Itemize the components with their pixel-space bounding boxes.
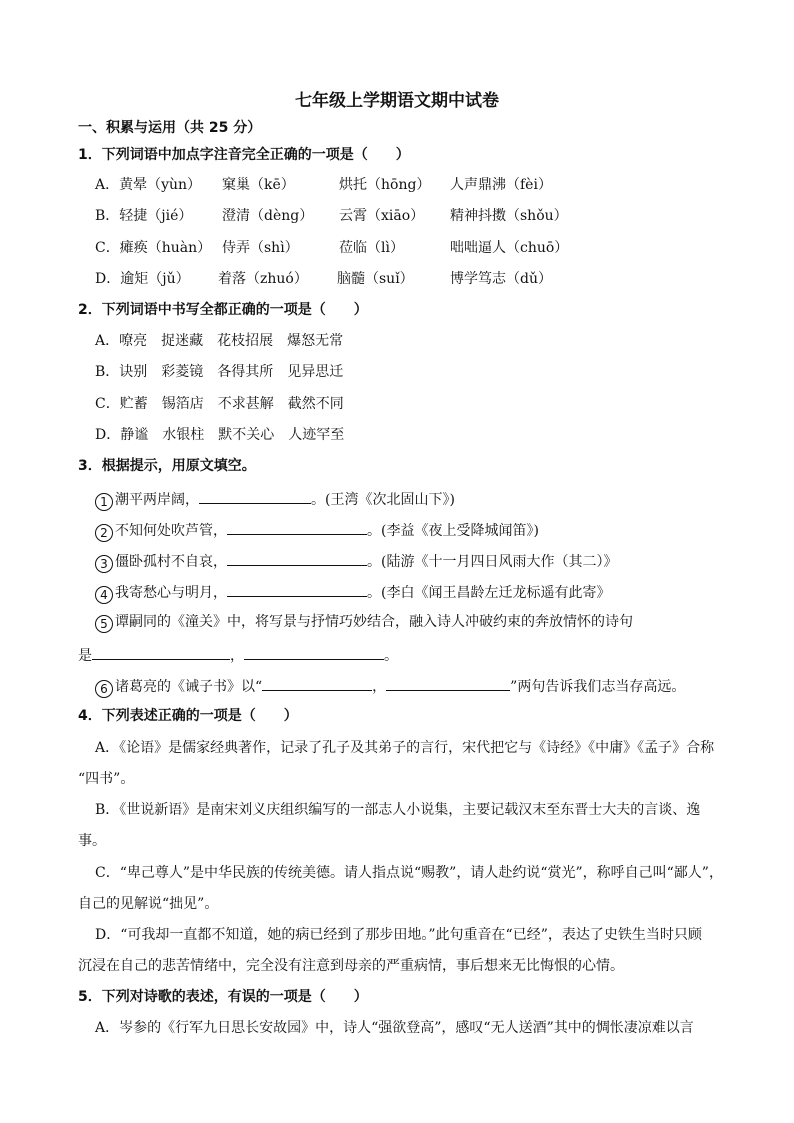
q4-option-b: B．《世说新语》是南宋刘义庆组织编写的一部志人小说集，主要记载汉末至东晋士大夫的言谈、逸: [95, 802, 701, 818]
q3-item-6-comma: ，: [372, 679, 387, 695]
fill-blank[interactable]: [386, 675, 510, 691]
q3-item-1-prompt: 潮平两岸阔，: [115, 492, 199, 508]
q4-option-a: A．《论语》是儒家经典著作，记录了孔子及其弟子的言行，宋代把它与《诗经》《中庸》《孟子》合称: [95, 740, 715, 756]
q3-item-2-source: 。(李益《夜上受降城闻笛》): [367, 523, 539, 539]
q1-option-b-word3: 云霄（xiāo）: [339, 208, 425, 224]
question-5-stem: 5．下列对诗歌的表述，有误的一项是（ ）: [78, 989, 368, 1005]
question-3-stem: 3．根据提示，用原文填空。: [78, 458, 256, 474]
q4-option-c-cont: 自己的见解说“拙见”。: [78, 896, 219, 912]
q4-option-c: C．“卑己尊人”是中华民族的传统美德。请人指点说“赐教”，请人赴约说“赏光”，称呼自己叫“鄙人”，: [95, 865, 723, 881]
q1-option-c-word2: 侍弄（shì）: [222, 240, 299, 256]
question-2-stem: 2．下列词语中书写全都正确的一项是（ ）: [78, 302, 368, 318]
q3-item-4-source: 。(李白《闻王昌龄左迁龙标遥有此寄》: [367, 585, 611, 601]
q1-option-a-word3: 烘托（hōng）: [339, 177, 431, 193]
q3-item-3-source: 。(陆游《十一月四日风雨大作（其二）》: [367, 554, 618, 570]
q1-option-a-word1: A．黄晕（yùn）: [95, 177, 202, 193]
q5-option-a: A．岑参的《行军九日思长安故园》中，诗人“强欲登高”，感叹“无人送酒”其中的惆怅凄凉难以言: [95, 1020, 694, 1036]
q3-item-2: [95, 519, 539, 542]
q3-item-5-end: 。: [384, 648, 398, 664]
q1-option-b-word1: B．轻捷（jié）: [95, 208, 193, 224]
q4-option-b-cont: 事。: [78, 833, 106, 849]
fill-blank[interactable]: [244, 644, 384, 660]
q1-option-b-word4: 精神抖擞（shǒu）: [450, 208, 568, 224]
q3-item-6: [95, 675, 685, 698]
q1-option-c-word4: 咄咄逼人（chuō）: [450, 240, 569, 256]
q3-item-5-comma: ，: [230, 648, 244, 664]
q3-item-5-lead: 是: [78, 648, 92, 664]
fill-blank[interactable]: [92, 644, 230, 660]
q3-item-6-prompt: 诸葛亮的《诫子书》以“: [115, 679, 263, 695]
q1-option-d-word4: 博学笃志（dǔ）: [450, 271, 552, 287]
q1-option-a-word2: 窠巢（kē）: [222, 177, 295, 193]
q3-item-5-prompt: 谭嗣同的《潼关》中，将写景与抒情巧妙结合，融入诗人冲破约束的奔放情怀的诗句: [115, 614, 633, 630]
q2-option-c: C．贮蓄 锡箔店 不求甚解 截然不同: [95, 396, 344, 412]
q3-item-4-prompt: 我寄愁心与明月，: [115, 585, 227, 601]
q2-option-a: A．嘹亮 捉迷藏 花枝招展 爆怒无常: [95, 333, 344, 349]
question-1-stem: 1．下列词语中加点字注音完全正确的一项是（ ）: [78, 147, 410, 163]
q4-option-d-cont: 沉浸在自己的悲苦情绪中，完全没有注意到母亲的严重病情，事后想来无比悔恨的心情。: [78, 958, 624, 974]
question-4-stem: 4．下列表述正确的一项是（ ）: [78, 708, 298, 724]
q3-item-4: [95, 581, 610, 604]
fill-blank[interactable]: [227, 519, 367, 535]
fill-blank[interactable]: [227, 581, 367, 597]
q1-option-c-word3: 莅临（lì）: [339, 240, 404, 256]
item-number-badge: 2: [95, 524, 113, 542]
q3-item-2-prompt: 不知何处吹芦管，: [115, 523, 227, 539]
q3-item-5-continued: [78, 644, 398, 666]
item-number-badge: 3: [95, 555, 113, 573]
q3-item-1-source: 。(王湾《次北固山下》): [311, 492, 455, 508]
fill-blank[interactable]: [227, 550, 367, 566]
q1-option-d-word1: D．逾矩（jǔ）: [95, 271, 190, 287]
fill-blank[interactable]: [262, 675, 372, 691]
q1-option-d-word3: 脑髓（suǐ）: [337, 271, 414, 287]
q3-item-3: [95, 550, 617, 573]
q2-option-d: D．静谧 水银柱 默不关心 人迹罕至: [95, 427, 345, 443]
q1-option-b-word2: 澄清（dèng）: [222, 208, 314, 224]
q4-option-a-cont: “四书”。: [78, 771, 135, 787]
item-number-badge: 4: [95, 586, 113, 604]
q1-option-d-word2: 着落（zhuó）: [218, 271, 308, 287]
section-heading: 一、积累与运用（共 25 分）: [78, 120, 262, 136]
item-number-badge: 5: [95, 615, 113, 633]
q3-item-6-end: ”两句告诉我们志当存高远。: [510, 679, 686, 695]
item-number-badge: 6: [95, 680, 113, 698]
item-number-badge: 1: [95, 493, 113, 511]
q2-option-b: B．诀别 彩菱镜 各得其所 见异思迁: [95, 364, 344, 380]
q3-item-3-prompt: 僵卧孤村不自哀，: [115, 554, 227, 570]
q1-option-c-word1: C．瘫痪（huàn）: [95, 240, 212, 256]
page-title: 七年级上学期语文期中试卷: [295, 91, 499, 111]
q1-option-a-word4: 人声鼎沸（fèi）: [450, 177, 552, 193]
q4-option-d: D．“可我却一直都不知道，她的病已经到了那步田地。”此句重音在“已经”，表达了史铁生当时只顾: [95, 927, 702, 943]
q3-item-1: [95, 488, 455, 511]
q3-item-5: [95, 612, 633, 633]
fill-blank[interactable]: [199, 488, 311, 504]
